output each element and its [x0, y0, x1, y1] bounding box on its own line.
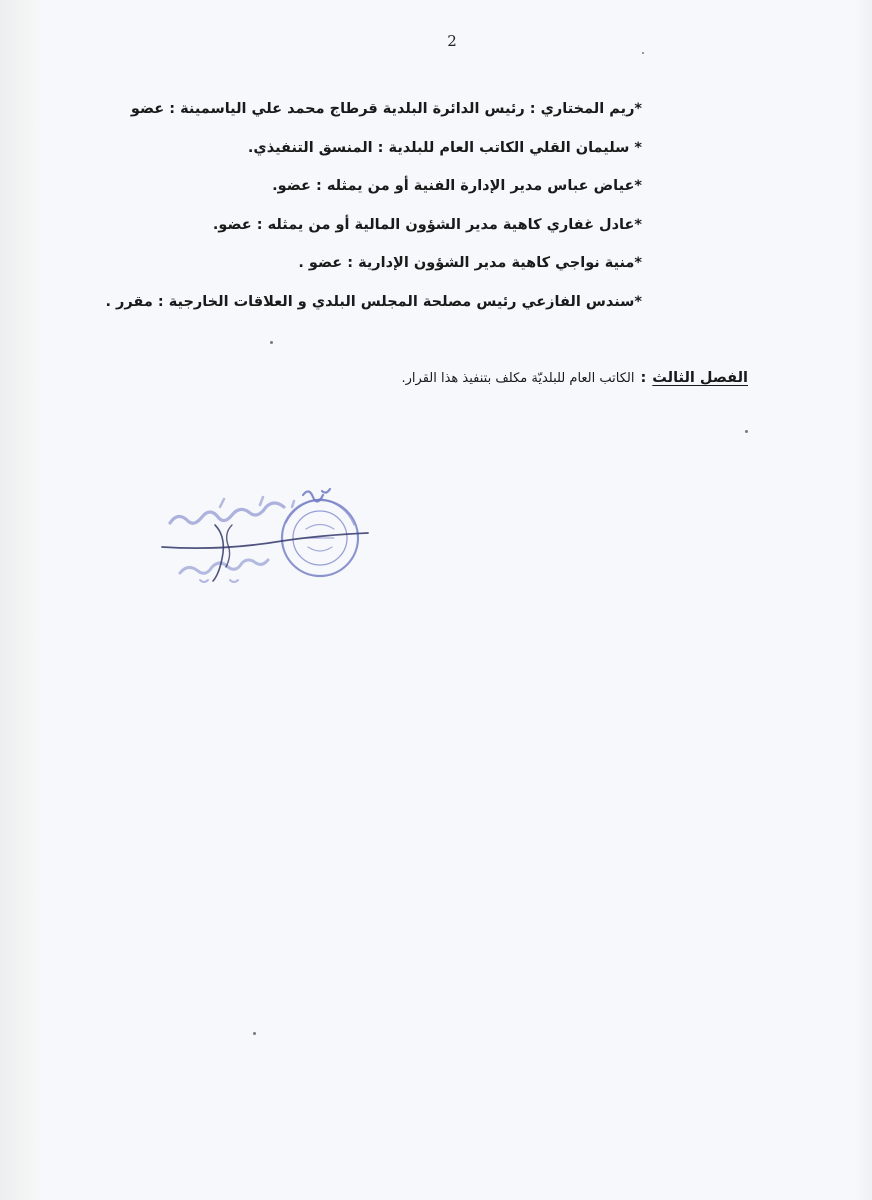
scan-edge-right	[856, 0, 872, 1200]
scan-speck	[642, 52, 644, 54]
article-text: الكاتب العام للبلديّة مكلف بتنفيذ هذا القرار.	[401, 371, 635, 386]
article-three	[402, 366, 749, 391]
member-line: *ريم المختاري : رئيس الدائرة البلدية قرطاج محمد علي الياسمينة : عضو	[130, 101, 642, 117]
member-line: *عادل غفاري كاهية مدير الشؤون المالية أو من يمثله : عضو.	[212, 216, 642, 233]
signature-stamp	[160, 485, 375, 595]
scan-edge-left	[0, 0, 45, 1200]
stamp-signature-graphic	[160, 485, 375, 595]
member-line: * سليمان القلي الكاتب العام للبلدية : المنسق التنفيذي.	[247, 139, 642, 156]
scan-speck	[745, 430, 748, 433]
member-line: *سندس الفازعي رئيس مصلحة المجلس البلدي و العلاقات الخارجية : مقرر .	[105, 293, 642, 310]
article-colon: :	[640, 370, 647, 386]
member-line: *منية نواجي كاهية مدير الشؤون الإدارية : عضو .	[298, 255, 642, 271]
member-line: *عياض عباس مدير الإدارة الفنية أو من يمثله : عضو.	[272, 178, 642, 194]
scan-speck	[253, 1032, 256, 1035]
scan-speck	[270, 341, 273, 344]
page-number: 2	[447, 32, 457, 50]
article-heading: الفصل الثالث	[652, 370, 748, 386]
committee-member-list	[105, 94, 642, 325]
